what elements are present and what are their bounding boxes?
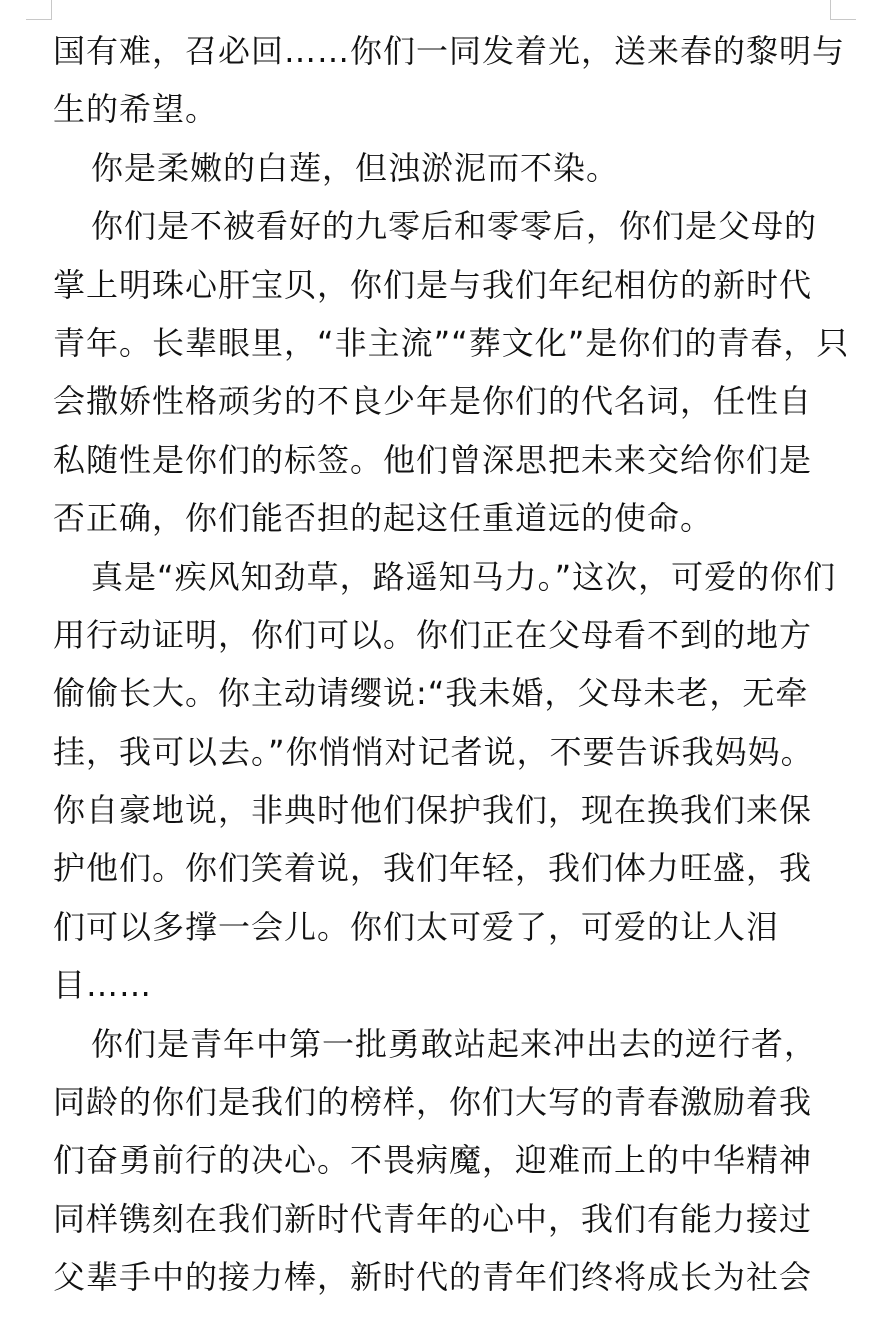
text-line: 们可以多撑一会儿。你们太可爱了，可爱的让人泪 bbox=[53, 907, 780, 946]
text-line: 会撒娇性格顽劣的不良少年是你们的代名词，任性自 bbox=[53, 382, 813, 421]
text-line: 护他们。你们笑着说，我们年轻，我们体力旺盛，我 bbox=[53, 849, 813, 888]
paragraph-first-line: 真是“疾风知劲草，路遥知马力。”这次，可爱的你们 bbox=[91, 557, 837, 596]
text-line: 否正确，你们能否担的起这任重道远的使命。 bbox=[53, 499, 714, 538]
text-line: 私随性是你们的标签。他们曾深思把未来交给你们是 bbox=[53, 440, 813, 479]
text-line: 父辈手中的接力棒，新时代的青年们终将成长为社会 bbox=[53, 1258, 813, 1297]
paragraph-first-line: 你们是不被看好的九零后和零零后，你们是父母的 bbox=[91, 207, 818, 246]
text-line: 目…… bbox=[53, 966, 153, 1005]
text-line: 用行动证明，你们可以。你们正在父母看不到的地方 bbox=[53, 615, 813, 654]
page-corner-mark-right bbox=[830, 0, 856, 20]
text-line: 偷偷长大。你主动请缨说:“我未婚，父母未老，无牵 bbox=[53, 674, 809, 713]
paragraph-first-line: 你们是青年中第一批勇敢站起来冲出去的逆行者， bbox=[91, 1024, 818, 1063]
text-line: 挂，我可以去。”你悄悄对记者说，不要告诉我妈妈。 bbox=[53, 732, 814, 771]
text-line: 同样镌刻在我们新时代青年的心中，我们有能力接过 bbox=[53, 1199, 813, 1238]
text-line: 掌上明珠心肝宝贝，你们是与我们年纪相仿的新时代 bbox=[53, 265, 813, 304]
text-line: 同龄的你们是我们的榜样，你们大写的青春激励着我 bbox=[53, 1083, 813, 1122]
text-line: 国有难，召必回……你们一同发着光，送来春的黎明与 bbox=[53, 32, 846, 70]
text-line: 们奋勇前行的决心。不畏病魔，迎难而上的中华精神 bbox=[53, 1141, 813, 1180]
text-line: 你自豪地说，非典时他们保护我们，现在换我们来保 bbox=[53, 791, 813, 830]
text-line: 生的希望。 bbox=[53, 90, 219, 129]
document-body bbox=[53, 22, 850, 1307]
text-line: 青年。长辈眼里，“非主流”“葬文化”是你们的青春，只 bbox=[53, 323, 850, 362]
page-corner-mark-left bbox=[26, 0, 52, 20]
paragraph-first-line: 你是柔嫩的白莲，但浊淤泥而不染。 bbox=[91, 148, 620, 187]
